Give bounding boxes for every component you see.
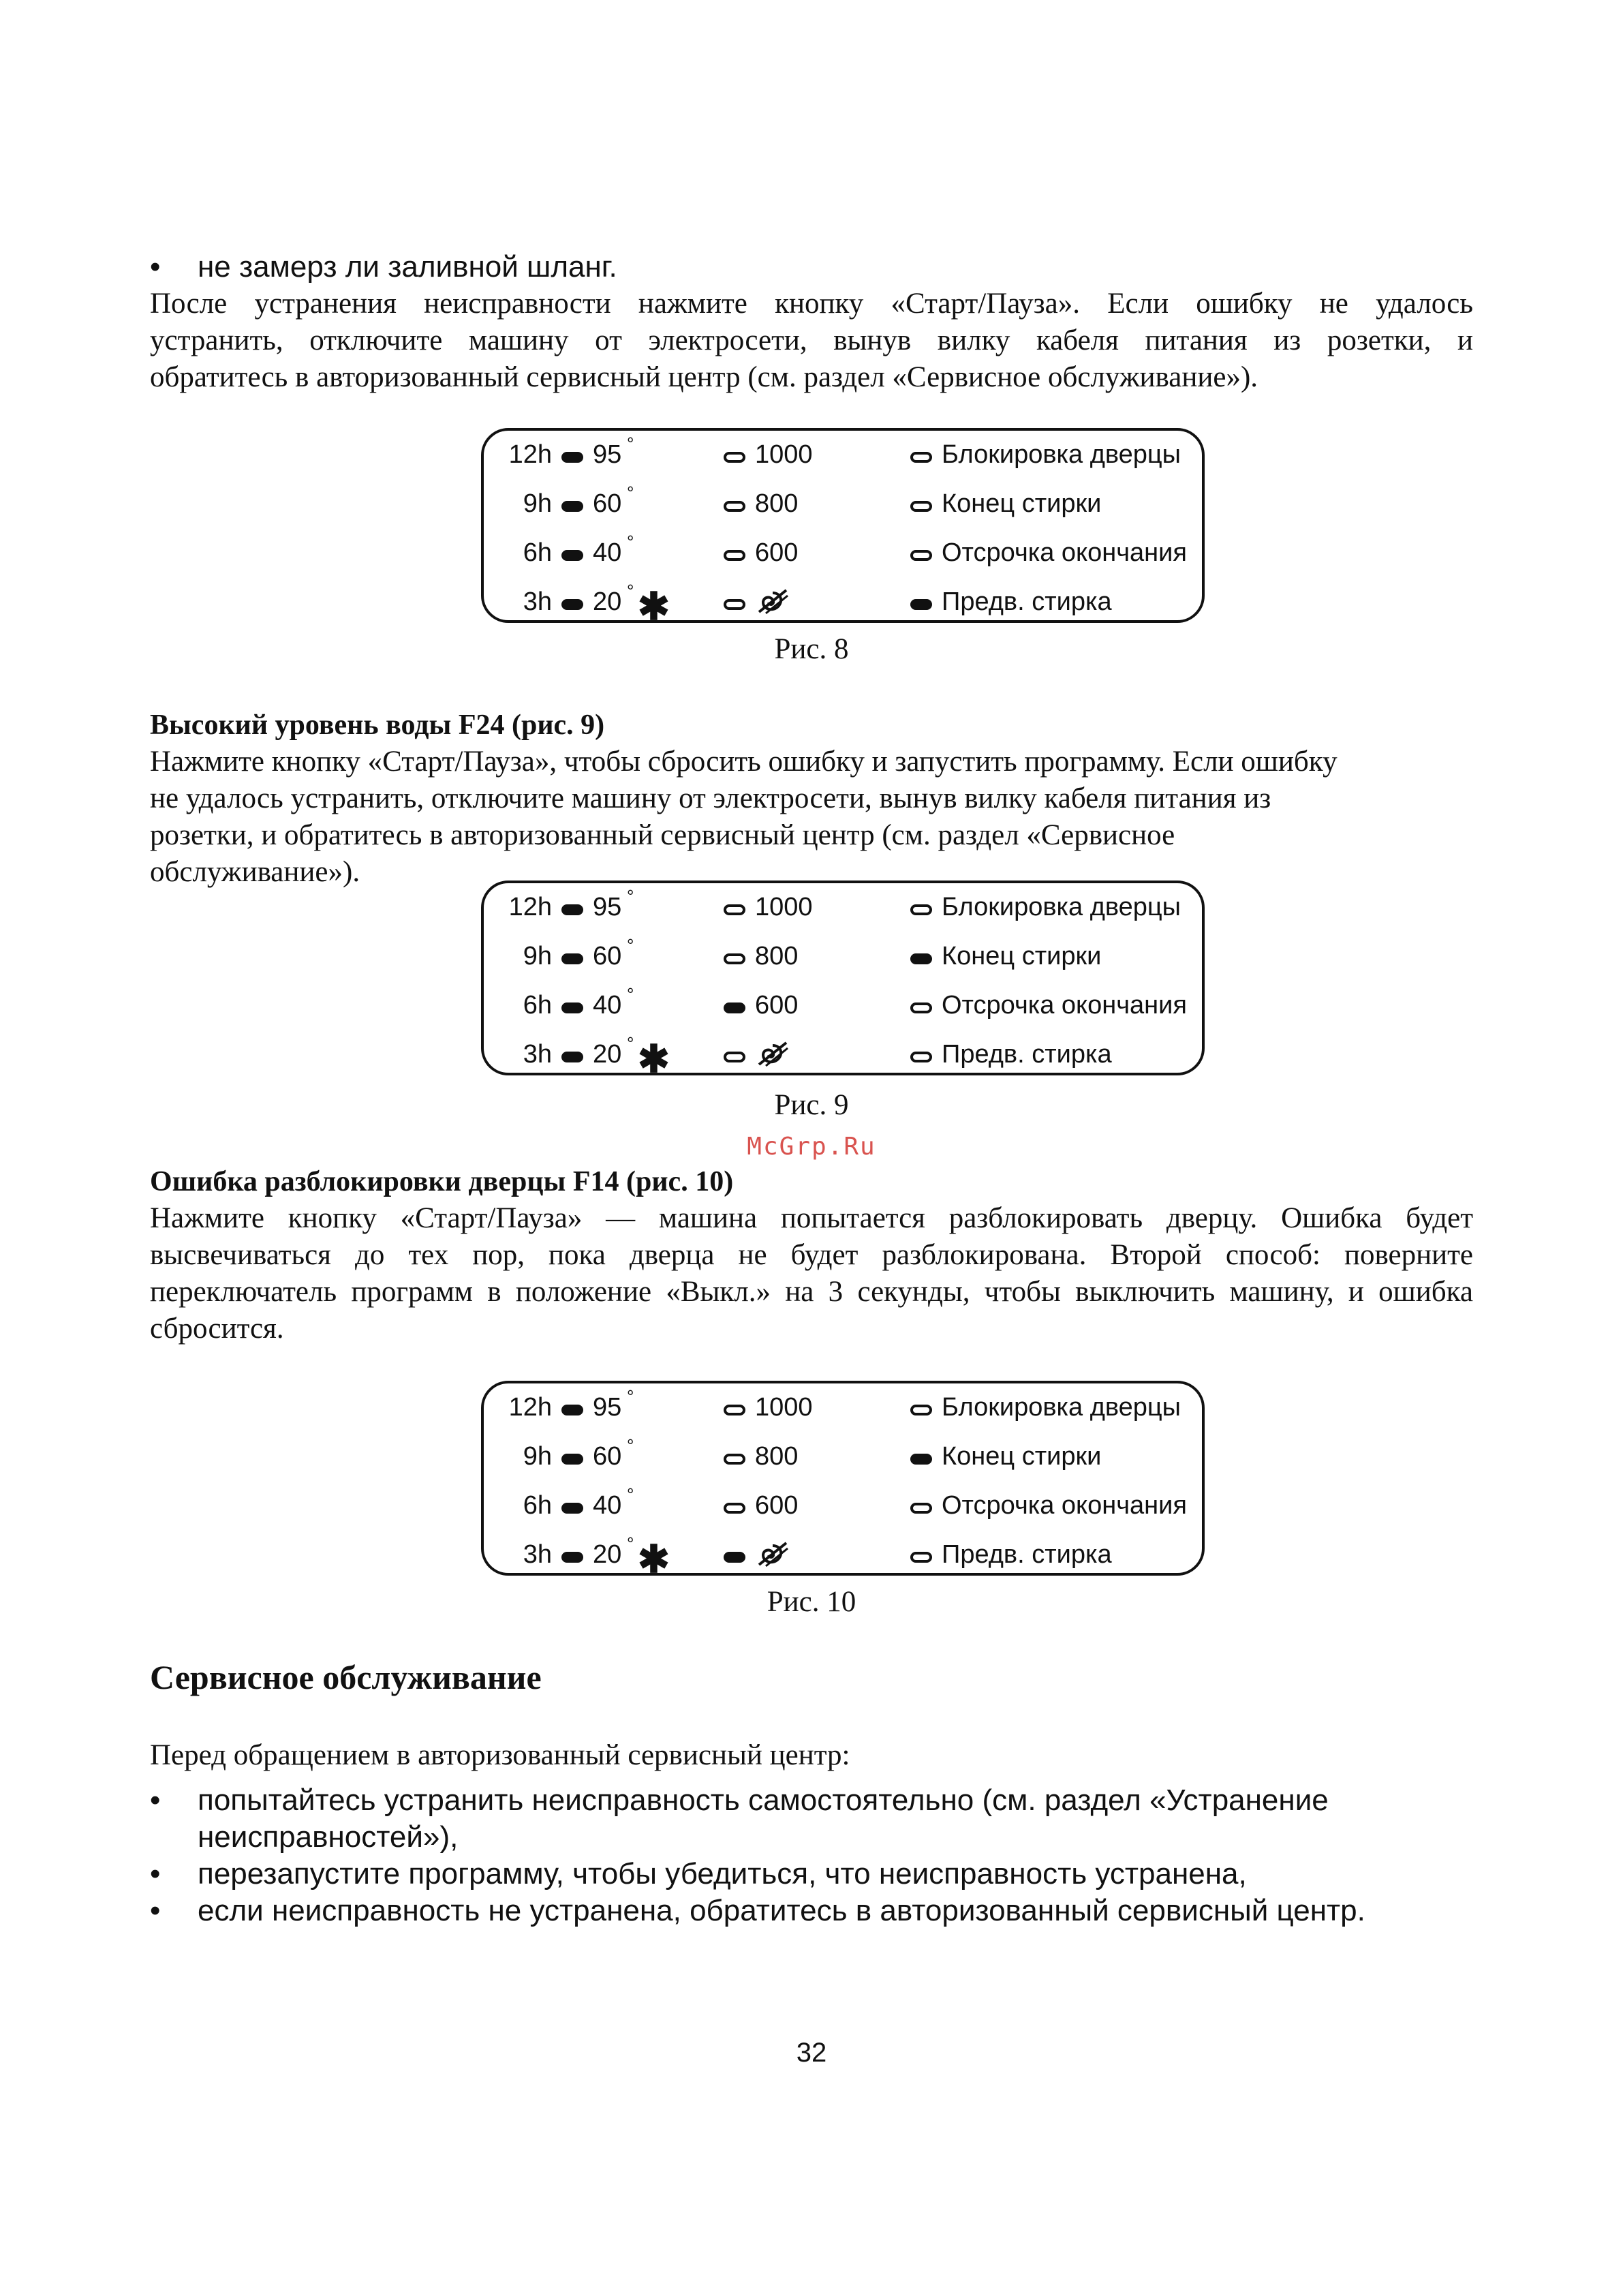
spin-speed-label: 1000 bbox=[755, 440, 813, 469]
temp-led-indicator bbox=[561, 599, 583, 610]
spin-speed-label: 600 bbox=[755, 991, 799, 1020]
temperature-label: 40 bbox=[593, 1491, 622, 1520]
degree-sign: ° bbox=[627, 1435, 634, 1456]
page-number: 32 bbox=[796, 2038, 827, 2068]
temp-led-indicator bbox=[561, 904, 583, 915]
status-led-indicator bbox=[910, 1002, 932, 1013]
status-label: Блокировка дверцы bbox=[942, 1393, 1181, 1422]
temp-led-indicator bbox=[561, 1552, 583, 1563]
panel-row bbox=[484, 1435, 1202, 1476]
time-label: 3h bbox=[523, 1040, 552, 1069]
status-label: Отсрочка окончания bbox=[942, 538, 1187, 567]
status-label: Отсрочка окончания bbox=[942, 1491, 1187, 1520]
spin-speed-label: 1000 bbox=[755, 893, 813, 921]
temp-led-indicator bbox=[561, 1454, 583, 1465]
panel-row bbox=[484, 532, 1202, 572]
intro-paragraph bbox=[150, 286, 1473, 396]
panel-row bbox=[484, 1386, 1202, 1427]
time-label: 6h bbox=[523, 991, 552, 1020]
control-panel-figure-9 bbox=[481, 881, 1205, 1080]
temperature-label: 60 bbox=[593, 489, 622, 518]
intro-bullet-text: не замерз ли заливной шланг. bbox=[198, 250, 617, 284]
f14-heading: Ошибка разблокировки дверцы F14 (рис. 10) bbox=[150, 1166, 734, 1197]
panel-row bbox=[484, 886, 1202, 927]
degree-sign: ° bbox=[627, 1033, 634, 1054]
bullet-dot: • bbox=[150, 1784, 161, 1817]
bullet-dot: • bbox=[150, 250, 161, 284]
paragraph-line: не удалось устранить, отключите машину от электросети, вынув вилку кабеля питания из bbox=[150, 782, 1271, 814]
service-bullet-text: если неисправность не устранена, обратитесь в авторизованный сервисный центр. bbox=[198, 1894, 1365, 1927]
status-label: Блокировка дверцы bbox=[942, 440, 1181, 469]
paragraph-line: устранить, отключите машину от электросети, вынув вилку кабеля питания из розетки, и bbox=[150, 324, 1473, 356]
status-led-indicator bbox=[910, 1454, 932, 1465]
service-bullet-text: попытайтесь устранить неисправность самостоятельно (см. раздел «Устранение bbox=[198, 1784, 1329, 1817]
spin-led-indicator bbox=[724, 1503, 745, 1514]
spin-led-indicator bbox=[724, 1405, 745, 1415]
time-label: 3h bbox=[523, 587, 552, 616]
temperature-label: 60 bbox=[593, 1442, 622, 1471]
bullet-dot: • bbox=[150, 1857, 161, 1891]
figure-8-caption: Рис. 8 bbox=[774, 633, 849, 665]
panel-row bbox=[484, 1033, 1202, 1080]
spin-led-indicator bbox=[724, 1454, 745, 1465]
spin-led-indicator bbox=[724, 904, 745, 915]
status-led-indicator bbox=[910, 501, 932, 512]
paragraph-line: сбросится. bbox=[150, 1313, 284, 1345]
service-intro bbox=[150, 1737, 1473, 1774]
time-label: 12h bbox=[508, 440, 552, 469]
temperature-label: 20 bbox=[593, 1540, 622, 1569]
status-led-indicator bbox=[910, 1552, 932, 1563]
spin-led-indicator bbox=[724, 1002, 745, 1013]
temperature-label: 40 bbox=[593, 538, 622, 567]
status-led-indicator bbox=[910, 452, 932, 463]
cold-wash-icon: ✱ bbox=[638, 1037, 670, 1080]
paragraph-line: Нажмите кнопку «Старт/Пауза», чтобы сбросить ошибку и запустить программу. Если ошибку bbox=[150, 746, 1338, 778]
panel-row bbox=[484, 1533, 1202, 1580]
status-label: Конец стирки bbox=[942, 489, 1102, 518]
temperature-label: 95 bbox=[593, 1393, 622, 1422]
status-led-indicator bbox=[910, 1052, 932, 1062]
status-led-indicator bbox=[910, 1503, 932, 1514]
control-panel-figure-10 bbox=[481, 1381, 1205, 1580]
status-led-indicator bbox=[910, 599, 932, 610]
time-label: 9h bbox=[523, 942, 552, 970]
temperature-label: 20 bbox=[593, 587, 622, 616]
spin-led-indicator bbox=[724, 550, 745, 561]
panel-row bbox=[484, 935, 1202, 976]
paragraph-line: Перед обращением в авторизованный сервисный центр: bbox=[150, 1739, 850, 1771]
control-panel-figure-8 bbox=[481, 428, 1205, 628]
degree-sign: ° bbox=[627, 935, 634, 955]
temperature-label: 60 bbox=[593, 942, 622, 970]
status-led-indicator bbox=[910, 550, 932, 561]
status-label: Предв. стирка bbox=[942, 587, 1112, 616]
spin-led-indicator bbox=[724, 599, 745, 610]
temp-led-indicator bbox=[561, 501, 583, 512]
time-label: 9h bbox=[523, 1442, 552, 1471]
bullet-dot: • bbox=[150, 1894, 161, 1927]
spin-speed-label: 800 bbox=[755, 489, 799, 518]
figure-9-caption: Рис. 9 bbox=[774, 1089, 849, 1121]
degree-sign: ° bbox=[627, 433, 634, 454]
temp-led-indicator bbox=[561, 1405, 583, 1415]
status-label: Блокировка дверцы bbox=[942, 893, 1181, 921]
degree-sign: ° bbox=[627, 984, 634, 1005]
service-bullet-text: неисправностей»), bbox=[198, 1820, 459, 1854]
paragraph-line: После устранения неисправности нажмите кнопку «Старт/Пауза». Если ошибку не удалось bbox=[150, 288, 1473, 320]
panel-row bbox=[484, 433, 1202, 474]
degree-sign: ° bbox=[627, 581, 634, 601]
temperature-label: 95 bbox=[593, 440, 622, 469]
paragraph-line: высвечиваться до тех пор, пока дверца не будет разблокирована. Второй способ: поверните bbox=[150, 1239, 1473, 1271]
time-label: 9h bbox=[523, 489, 552, 518]
cold-wash-icon: ✱ bbox=[638, 585, 670, 628]
degree-sign: ° bbox=[627, 483, 634, 503]
paragraph-line: переключатель программ в положение «Выкл.» на 3 секунды, чтобы выключить машину, и ошибка bbox=[150, 1276, 1473, 1308]
degree-sign: ° bbox=[627, 886, 634, 906]
degree-sign: ° bbox=[627, 1484, 634, 1505]
no-spin-icon bbox=[754, 585, 792, 619]
cold-wash-icon: ✱ bbox=[638, 1537, 670, 1580]
spin-led-indicator bbox=[724, 953, 745, 964]
spin-led-indicator bbox=[724, 1052, 745, 1062]
f14-paragraph bbox=[150, 1200, 1473, 1347]
service-bullet-text: перезапустите программу, чтобы убедиться, что неисправность устранена, bbox=[198, 1857, 1247, 1891]
panel-row bbox=[484, 483, 1202, 523]
spin-led-indicator bbox=[724, 501, 745, 512]
status-label: Предв. стирка bbox=[942, 1040, 1112, 1069]
spin-speed-label: 800 bbox=[755, 942, 799, 970]
spin-speed-label: 600 bbox=[755, 538, 799, 567]
figure-10-caption: Рис. 10 bbox=[767, 1586, 856, 1618]
panel-row bbox=[484, 984, 1202, 1025]
status-label: Отсрочка окончания bbox=[942, 991, 1187, 1020]
spin-led-indicator bbox=[724, 452, 745, 463]
time-label: 12h bbox=[508, 1393, 552, 1422]
temp-led-indicator bbox=[561, 550, 583, 561]
spin-led-indicator bbox=[724, 1552, 745, 1563]
time-label: 6h bbox=[523, 1491, 552, 1520]
status-led-indicator bbox=[910, 953, 932, 964]
panel-row bbox=[484, 1484, 1202, 1525]
spin-speed-label: 1000 bbox=[755, 1393, 813, 1422]
temperature-label: 40 bbox=[593, 991, 622, 1020]
watermark: McGrp.Ru bbox=[747, 1133, 876, 1161]
f24-paragraph bbox=[150, 744, 1458, 891]
status-label: Конец стирки bbox=[942, 942, 1102, 970]
temp-led-indicator bbox=[561, 1052, 583, 1062]
status-label: Конец стирки bbox=[942, 1442, 1102, 1471]
paragraph-line: обслуживание»). bbox=[150, 856, 360, 888]
time-label: 12h bbox=[508, 893, 552, 921]
time-label: 3h bbox=[523, 1540, 552, 1569]
no-spin-icon bbox=[754, 1037, 792, 1071]
status-label: Предв. стирка bbox=[942, 1540, 1112, 1569]
spin-speed-label: 600 bbox=[755, 1491, 799, 1520]
panel-row bbox=[484, 581, 1202, 628]
temp-led-indicator bbox=[561, 1503, 583, 1514]
service-section-title: Сервисное обслуживание bbox=[150, 1658, 542, 1696]
f24-heading: Высокий уровень воды F24 (рис. 9) bbox=[150, 709, 605, 741]
temp-led-indicator bbox=[561, 953, 583, 964]
degree-sign: ° bbox=[627, 1533, 634, 1554]
spin-speed-label: 800 bbox=[755, 1442, 799, 1471]
paragraph-line: обратитесь в авторизованный сервисный центр (см. раздел «Сервисное обслуживание»). bbox=[150, 361, 1258, 393]
status-led-indicator bbox=[910, 904, 932, 915]
temp-led-indicator bbox=[561, 452, 583, 463]
time-label: 6h bbox=[523, 538, 552, 567]
paragraph-line: Нажмите кнопку «Старт/Пауза» — машина попытается разблокировать дверцу. Ошибка будет bbox=[150, 1202, 1473, 1234]
status-led-indicator bbox=[910, 1405, 932, 1415]
no-spin-icon bbox=[754, 1537, 792, 1572]
paragraph-line: розетки, и обратитесь в авторизованный сервисный центр (см. раздел «Сервисное bbox=[150, 819, 1175, 851]
degree-sign: ° bbox=[627, 532, 634, 552]
temperature-label: 20 bbox=[593, 1040, 622, 1069]
temperature-label: 95 bbox=[593, 893, 622, 921]
degree-sign: ° bbox=[627, 1386, 634, 1407]
temp-led-indicator bbox=[561, 1002, 583, 1013]
